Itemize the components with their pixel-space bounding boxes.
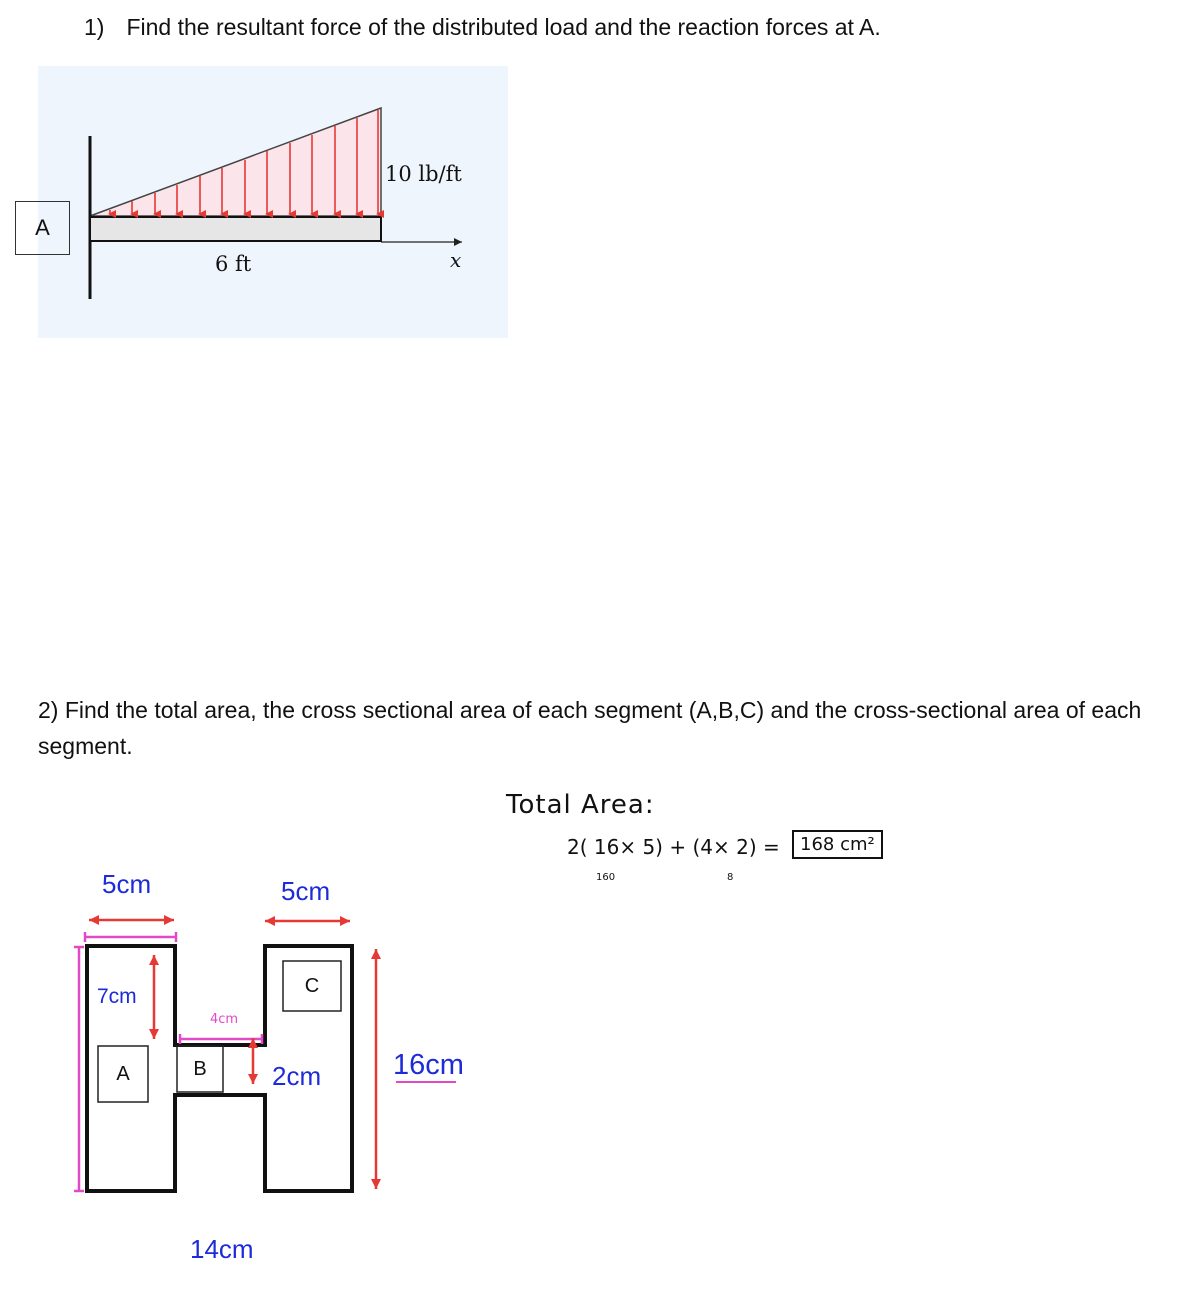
pink-underline	[396, 1081, 456, 1083]
length-label: 6 ft	[215, 252, 252, 276]
dim-14cm: 14cm	[190, 1234, 254, 1264]
dim-4cm: 4cm	[210, 1012, 239, 1027]
dim-left-top: 5cm	[102, 869, 152, 899]
load-label: 10 lb/ft	[385, 162, 462, 186]
segment-a-label: A	[116, 1062, 130, 1085]
question-1-number: 1)	[84, 14, 105, 40]
question-2: 2) Find the total area, the cross sectional area of each segment (A,B,C) and the cross-sectional area of each segment.	[38, 697, 1142, 759]
segment-c-label: C	[304, 974, 320, 997]
dim-16cm: 16cm	[393, 1049, 464, 1081]
total-area-result: 168 cm²	[792, 830, 883, 859]
segment-b-label: B	[193, 1057, 207, 1080]
beam-diagram	[38, 66, 508, 338]
beam	[90, 217, 381, 241]
support-label-box	[15, 201, 70, 255]
dim-7cm: 7cm	[97, 985, 137, 1008]
question-1-text: Find the resultant force of the distributed load and the reaction forces at A.	[126, 14, 881, 40]
sub-8: 8	[727, 872, 734, 883]
dim-right-top: 5cm	[281, 876, 331, 906]
total-area-title: Total Area:	[506, 790, 655, 820]
beam-figure	[38, 66, 508, 338]
load-triangle	[90, 108, 381, 216]
sub-160: 160	[596, 872, 616, 883]
axis-label: x	[450, 248, 462, 272]
question-1	[84, 14, 881, 41]
dim-2cm: 2cm	[272, 1061, 322, 1091]
total-area-equation: 2( 16× 5) + (4× 2) =	[567, 835, 780, 859]
support-label: A	[35, 215, 50, 240]
